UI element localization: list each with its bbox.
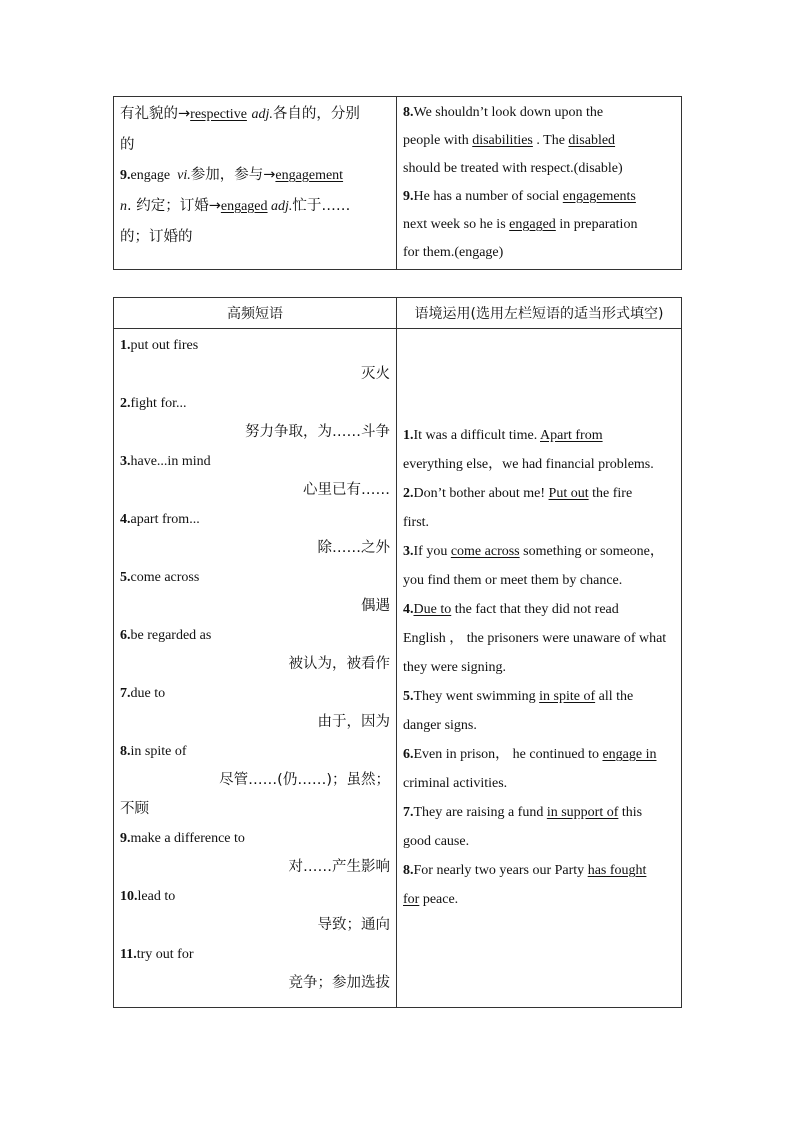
phrase-item: 11.try out for 竞争；参加选拔 <box>120 947 390 991</box>
vocab-line-engaged: n. 约定；订婚→engaged adj.忙于…… <box>120 198 351 214</box>
sentence-1: 1.It was a difficult time. Apart from everything else，we had financial problems. <box>403 428 654 472</box>
answer-respective: respective <box>190 107 247 122</box>
header-high-frequency-phrases: 高频短语 <box>114 298 397 329</box>
answer-blank: come across <box>450 544 520 559</box>
phrase-item: 9.make a difference to 对……产生影响 <box>120 831 390 875</box>
answer-engagement: engagement <box>275 168 344 183</box>
sentence-8: 8.For nearly two years our Party has fought for peace. <box>403 863 647 907</box>
vocab-right-cell: 8.We shouldn’t look down upon the people with disabilities . The disabled should be treated with respect.(disable) 9.He has a number of social engagements next week so he is engaged in preparation for them.(engage) <box>397 97 682 270</box>
phrases-table <box>113 297 682 1008</box>
phrase-item: 3.have...in mind 心里已有…… <box>120 454 390 498</box>
answer-engaged: engaged <box>220 199 268 214</box>
vocabulary-table <box>113 96 682 270</box>
phrase-item: 5.come across 偶遇 <box>120 570 390 614</box>
answer-blank: Apart from <box>540 428 603 443</box>
phrase-item: 6.be regarded as 被认为，被看作 <box>120 628 390 672</box>
sentence-2: 2.Don’t bother about me! Put out the fire first. <box>403 486 633 530</box>
answer-blank: for <box>403 892 420 907</box>
answer-blank: in support of <box>546 805 619 820</box>
context-sentences-cell <box>397 329 682 1008</box>
phrase-item: 8.in spite of 尽管……(仍……)；虽然； 不顾 <box>120 744 390 817</box>
sentence-4: 4.Due to the fact that they did not read English ， the prisoners were unaware of what they were signing. <box>403 602 667 675</box>
vocab-line-engage: 9.engage vi.参加，参与→engagement <box>120 167 344 183</box>
sentence-5: 5.They went swimming in spite of all the danger signs. <box>403 689 634 733</box>
vocab-line-respective: 有礼貌的→respective adj.各自的，分别 <box>120 106 360 122</box>
phrase-item: 2.fight for... 努力争取，为……斗争 <box>120 396 390 440</box>
answer-disabled: disabled <box>568 133 616 148</box>
sentence-3: 3.If you come across something or someone， you find them or meet them by chance. <box>403 544 664 588</box>
answer-blank: Put out <box>548 486 589 501</box>
answer-engagements: engagements <box>562 189 636 204</box>
phrase-item: 7.due to 由于，因为 <box>120 686 390 730</box>
answer-blank: in spite of <box>539 689 596 704</box>
answer-disabilities: disabilities <box>472 133 533 148</box>
answer-blank: Due to <box>413 602 452 617</box>
vocab-left-cell: 有礼貌的→respective adj.各自的，分别 的 9.engage vi.参加，参与→engagement n. 约定；订婚→engaged adj.忙于…… 的；订婚的 <box>114 97 397 270</box>
sentence-6: 6.Even in prison， he continued to engage in criminal activities. <box>403 747 657 791</box>
sentence-7: 7.They are raising a fund in support of this good cause. <box>403 805 643 849</box>
answer-blank: has fought <box>587 863 647 878</box>
phrase-item: 10.lead to 导致；通向 <box>120 889 390 933</box>
answer-blank: engage in <box>602 747 657 762</box>
phrase-item: 1.put out fires 灭火 <box>120 338 390 382</box>
answer-engaged-2: engaged <box>509 217 556 232</box>
header-context-usage: 语境运用(选用左栏短语的适当形式填空) <box>397 298 682 329</box>
phrase-item: 4.apart from... 除……之外 <box>120 512 390 556</box>
phrases-list-cell <box>114 329 397 1008</box>
